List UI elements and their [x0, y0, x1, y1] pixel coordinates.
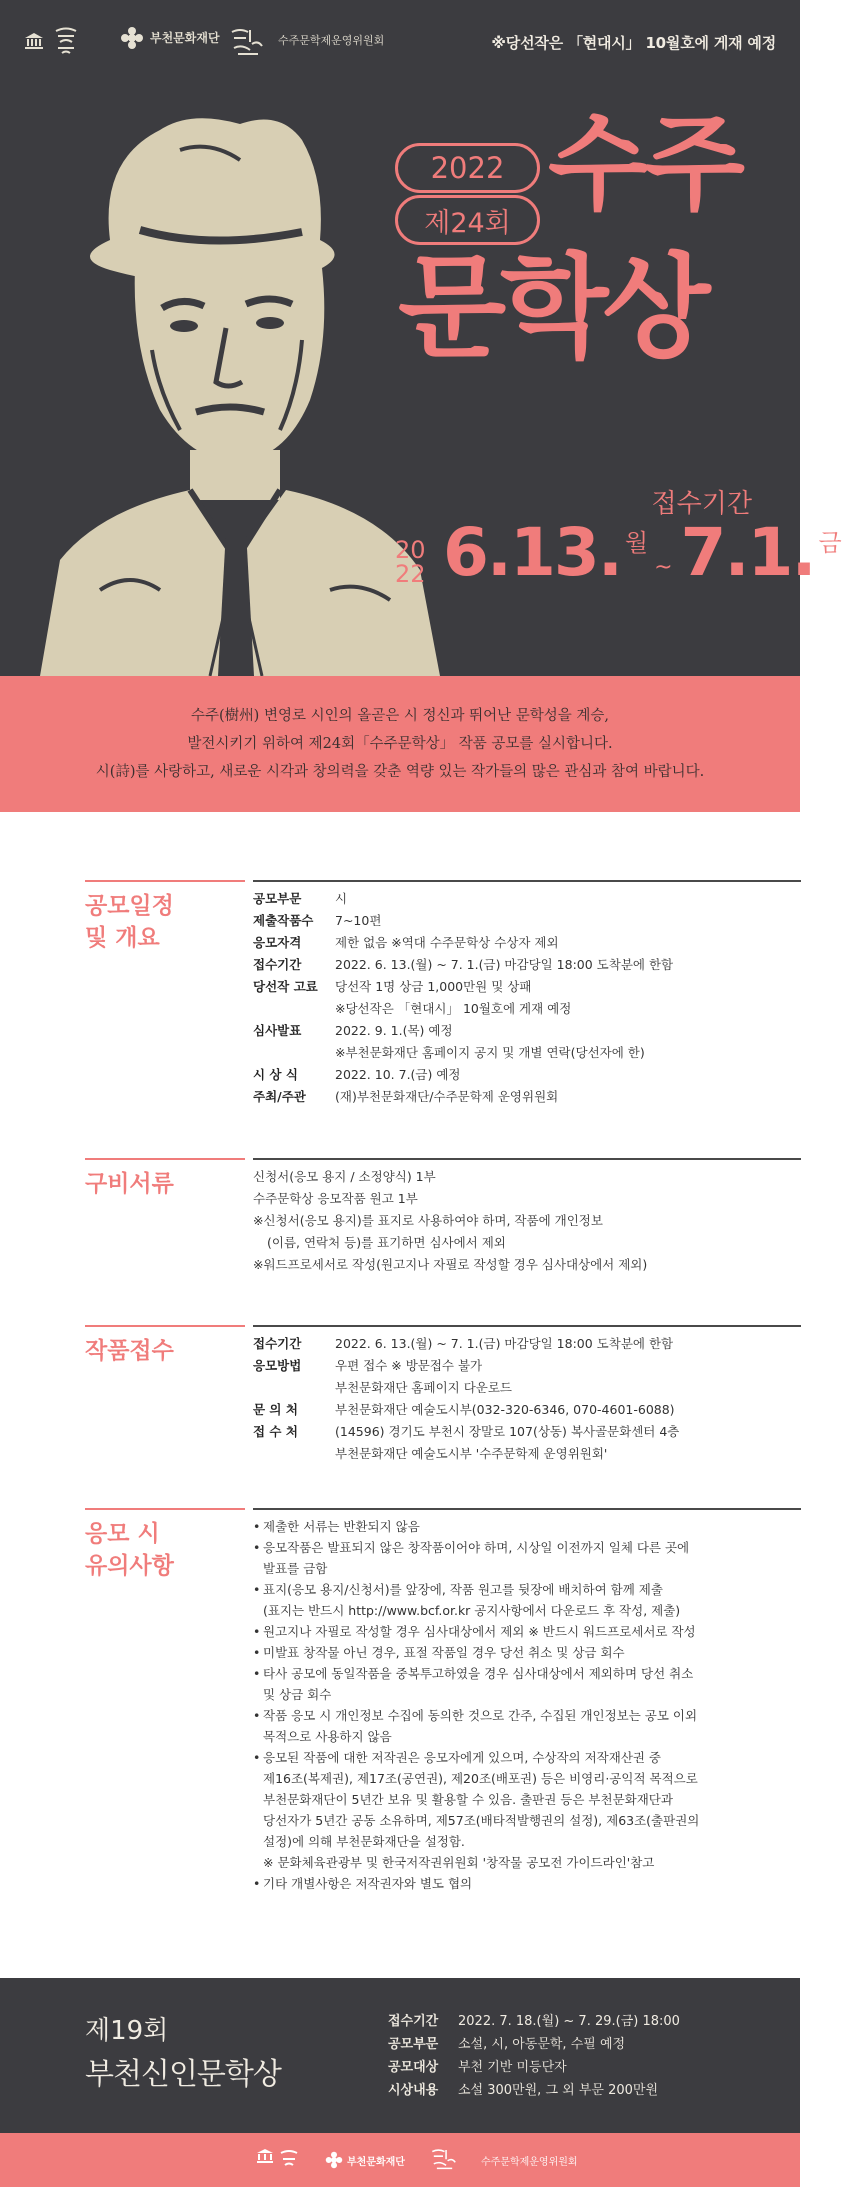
info-value: 부천 기반 미등단자	[458, 2060, 567, 2075]
info-row	[388, 2010, 680, 2033]
info-key: 접수기간	[388, 2014, 439, 2029]
info-row	[253, 1399, 801, 1421]
info-value: (14596) 경기도 부천시 장말로 107(상동) 복사골문화센터 4층	[335, 1423, 680, 1439]
note-line: 설정)에 의해 부천문화재단을 설정함.	[263, 1833, 465, 1849]
info-value: 2022. 9. 1.(목) 예정	[335, 1022, 453, 1038]
schedule-section	[85, 880, 725, 1120]
schedule-title-line1: 공모일정	[85, 893, 174, 919]
info-value: ※부천문화재단 홈페이지 공지 및 개별 연락(당선자에 한)	[335, 1044, 645, 1060]
notes-body	[253, 1508, 801, 1894]
doc-line: (이름, 연락처 등)를 표기하면 심사에서 제외	[267, 1234, 506, 1250]
intro-band	[0, 676, 800, 812]
info-value: 제한 없음 ※역대 수주문학상 수상자 제외	[335, 934, 559, 950]
notes-title	[85, 1518, 245, 1582]
info-row	[253, 1086, 801, 1108]
info-key: 당선작 고료	[253, 978, 318, 994]
committee-name-small: 수주문학제운영위원회	[480, 2156, 578, 2168]
documents-section	[85, 1158, 725, 1298]
info-key: 주최/주관	[253, 1088, 306, 1104]
body-rule	[253, 1508, 801, 1510]
info-key: 접 수 처	[253, 1423, 298, 1439]
doc-line: ※워드프로세서로 작성(원고지나 자필로 작성할 경우 심사대상에서 제외)	[253, 1256, 648, 1272]
note-line: 제출한 서류는 반환되지 않음	[263, 1518, 420, 1534]
notes-title-line2: 유의사항	[85, 1553, 174, 1579]
note-text	[263, 1663, 801, 1705]
info-value: 2022. 7. 18.(월) ~ 7. 29.(금) 18:00	[458, 2014, 680, 2029]
submission-title: 작품접수	[85, 1338, 174, 1364]
schedule-title-line2: 및 개요	[85, 925, 160, 951]
notes-title-line1: 응모 시	[85, 1521, 160, 1547]
info-key	[253, 1377, 335, 1399]
note-item	[253, 1663, 801, 1705]
unesco-temple-icon	[24, 32, 44, 50]
note-line: 부천문화재단이 5년간 보유 및 활용할 수 있음. 출판권 등은 부천문화재단과	[263, 1791, 673, 1807]
note-text	[263, 1579, 801, 1621]
info-key	[253, 1443, 335, 1465]
committee-logo	[278, 34, 384, 47]
publication-notice: ※당선작은 「현대시」 10월호에 게재 예정	[491, 34, 776, 52]
note-text	[263, 1873, 801, 1894]
period-year-bottom: 22	[395, 560, 426, 588]
foundation-name-small: 부천문화재단	[347, 2156, 405, 2168]
documents-heading	[85, 1158, 245, 1200]
note-line: 목적으로 사용하지 않음	[263, 1728, 392, 1744]
info-key: 공모대상	[388, 2060, 439, 2075]
info-key: 심사발표	[253, 1022, 302, 1038]
info-row	[388, 2033, 680, 2056]
bullet-dot: •	[253, 1707, 261, 1723]
info-row	[253, 932, 801, 954]
info-key: 접수기간	[253, 1335, 302, 1351]
documents-title: 구비서류	[85, 1171, 174, 1197]
info-value: 2022. 10. 7.(금) 예정	[335, 1066, 461, 1082]
info-row	[253, 888, 801, 910]
note-line: 타사 공모에 동일작품을 중복투고하였을 경우 심사대상에서 제외하며 당선 취소	[263, 1665, 694, 1681]
note-line: 발표를 금함	[263, 1560, 328, 1576]
schedule-body	[253, 880, 801, 1108]
documents-body	[253, 1158, 801, 1276]
year-badge: 2022	[395, 143, 540, 193]
body-rule	[253, 880, 801, 882]
note-item	[253, 1705, 801, 1747]
header-bar	[0, 0, 800, 80]
documents-list	[253, 1166, 801, 1276]
sister-award-edition: 제19회	[85, 2016, 169, 2046]
heading-rule	[85, 1508, 245, 1510]
note-item	[253, 1516, 801, 1537]
foundation-flower-icon	[325, 2151, 343, 2169]
note-line: 기타 개별사항은 저작권자와 별도 협의	[263, 1875, 473, 1891]
intro-line-3: 시(詩)를 사랑하고, 새로운 시각과 창의력을 갖춘 역량 있는 작가들의 많은 관심과 참여 바랍니다.	[95, 764, 705, 780]
info-key: 시상내용	[388, 2083, 439, 2098]
bullet-dot: •	[253, 1581, 261, 1597]
info-row	[253, 1020, 801, 1042]
info-value: ※당선작은 「현대시」 10월호에 게재 예정	[335, 1000, 572, 1016]
info-row	[253, 1377, 801, 1399]
notes-list	[253, 1516, 801, 1894]
doc-line: ※신청서(응모 용지)를 표지로 사용하여야 하며, 작품에 개인정보	[253, 1212, 603, 1228]
period-dates	[395, 514, 842, 591]
info-value: 7~10편	[335, 912, 382, 928]
note-text	[263, 1537, 801, 1579]
heading-rule	[85, 1158, 245, 1160]
info-row	[253, 1042, 801, 1064]
note-line: 표지(응모 용지/신청서)를 앞장에, 작품 원고를 뒷장에 배치하여 함께 제출	[263, 1581, 663, 1597]
info-row	[253, 1064, 801, 1086]
info-value: 시	[335, 890, 348, 906]
bullet-dot: •	[253, 1749, 261, 1765]
foundation-flower-icon	[120, 26, 144, 50]
schedule-heading	[85, 880, 245, 954]
bullet-dot: •	[253, 1665, 261, 1681]
info-key: 문 의 처	[253, 1401, 298, 1417]
foundation-logo-small	[325, 2151, 405, 2169]
submission-section	[85, 1325, 725, 1485]
note-line: 및 상금 회수	[263, 1686, 332, 1702]
body-rule	[253, 1158, 801, 1160]
body-rule	[253, 1325, 801, 1327]
note-text	[263, 1516, 801, 1537]
notes-section	[85, 1508, 725, 1928]
date-separator: ~	[654, 555, 673, 580]
info-key: 응모자격	[253, 934, 302, 950]
note-line: 미발표 창작물 아닌 경우, 표절 작품일 경우 당선 취소 및 상금 회수	[263, 1644, 625, 1660]
info-value: 부천문화재단 예술도시부 '수주문학제 운영위원회'	[335, 1445, 608, 1461]
bullet-dot: •	[253, 1623, 261, 1639]
bucheon-cultural-foundation-logo	[120, 26, 220, 50]
info-value: (재)부천문화재단/수주문학제 운영위원회	[335, 1088, 559, 1104]
note-text	[263, 1621, 801, 1642]
unesco-city-logo	[24, 26, 82, 56]
info-row	[253, 954, 801, 976]
info-row	[253, 1355, 801, 1377]
heading-rule	[85, 880, 245, 882]
intro-line-2: 발전시키기 위하여 제24회「수주문학상」 작품 공모를 실시합니다.	[187, 736, 613, 752]
period-year	[395, 538, 429, 586]
info-key: 공모부문	[253, 890, 302, 906]
foundation-name: 부천문화재단	[150, 30, 220, 45]
note-item	[253, 1642, 801, 1663]
end-date: 7.1.	[680, 514, 815, 591]
slogan-calligraphy-icon	[228, 26, 264, 60]
bottom-logo-bar	[0, 2133, 800, 2187]
sister-award-name: 부천신인문학상	[85, 2057, 281, 2092]
note-line: ※ 문화체육관광부 및 한국저작권위원회 '창작물 공모전 가이드라인'참고	[263, 1854, 655, 1870]
end-day: 금	[818, 529, 842, 557]
bullet-dot: •	[253, 1518, 261, 1534]
info-value: 소설 300만원, 그 외 부문 200만원	[458, 2083, 659, 2098]
doc-line: 수주문학상 응모작품 원고 1부	[253, 1190, 418, 1206]
schedule-rows	[253, 888, 801, 1108]
bullet-dot: •	[253, 1644, 261, 1660]
info-key: 시 상 식	[253, 1066, 298, 1082]
period-label: 접수기간	[651, 489, 752, 519]
note-item	[253, 1579, 801, 1621]
unesco-city-logo-small	[255, 2147, 301, 2173]
note-line: 원고지나 자필로 작성할 경우 심사대상에서 제외 ※ 반드시 워드프로세서로 작성	[263, 1623, 696, 1639]
info-row	[253, 998, 801, 1020]
info-row	[253, 1421, 801, 1443]
start-day: 월	[624, 529, 649, 557]
info-row	[253, 910, 801, 932]
note-line: 당선자가 5년간 공동 소유하며, 제57조(배타적발행권의 설정), 제63조(출판권의	[263, 1812, 700, 1828]
notes-heading	[85, 1508, 245, 1582]
note-line: 제16조(복제권), 제17조(공연권), 제20조(배포권) 등은 비영리·공익적 목적으로	[263, 1770, 698, 1786]
award-title-line2: 문학상	[398, 243, 705, 373]
info-value: 2022. 6. 13.(월) ~ 7. 1.(금) 마감당일 18:00 도착분에 한함	[335, 956, 674, 972]
bottom-logos	[255, 2147, 578, 2173]
note-text	[263, 1747, 801, 1873]
doc-line: 신청서(응모 용지 / 소정양식) 1부	[253, 1168, 436, 1184]
note-item	[253, 1537, 801, 1579]
submission-heading	[85, 1325, 245, 1367]
city-slogan-logo	[228, 26, 264, 60]
period-year-top: 20	[395, 536, 426, 564]
edition-badge: 제24회	[395, 195, 540, 245]
info-row	[253, 1333, 801, 1355]
sister-award-info	[388, 2010, 680, 2102]
note-line: 응모작품은 발표되지 않은 창작품이어야 하며, 시상일 이전까지 일체 다른 곳에	[263, 1539, 690, 1555]
note-line: 응모된 작품에 대한 저작권은 응모자에게 있으며, 수상작의 저작재산권 중	[263, 1749, 662, 1765]
info-value: 우편 접수 ※ 방문접수 불가	[335, 1357, 483, 1373]
hero-banner	[0, 0, 842, 676]
note-line: 작품 응모 시 개인정보 수집에 동의한 것으로 간주, 수집된 개인정보는 공모 이외	[263, 1707, 698, 1723]
sister-award-title	[85, 2010, 281, 2093]
info-row	[388, 2056, 680, 2079]
info-key	[253, 998, 335, 1020]
heading-rule	[85, 1325, 245, 1327]
info-value: 2022. 6. 13.(월) ~ 7. 1.(금) 마감당일 18:00 도착분에 한함	[335, 1335, 674, 1351]
info-row	[253, 1443, 801, 1465]
bullet-dot: •	[253, 1539, 261, 1555]
schedule-title	[85, 890, 245, 954]
committee-name: 수주문학제운영위원회	[278, 34, 385, 47]
info-key: 접수기간	[253, 956, 302, 972]
note-item	[253, 1621, 801, 1642]
info-row	[253, 976, 801, 998]
city-of-literature-icon	[50, 26, 82, 56]
note-item	[253, 1747, 801, 1873]
intro-line-1: 수주(樹州) 변영로 시인의 올곧은 시 정신과 뛰어난 문학성을 계승,	[191, 708, 609, 724]
info-value: 당선작 1명 상금 1,000만원 및 상패	[335, 978, 532, 994]
submission-rows	[253, 1333, 801, 1465]
bullet-dot: •	[253, 1875, 261, 1891]
info-key: 공모부문	[388, 2037, 439, 2052]
slogan-calligraphy-icon	[429, 2147, 457, 2173]
note-item	[253, 1873, 801, 1894]
info-value: 소설, 시, 아동문학, 수필 예정	[458, 2037, 626, 2052]
note-text	[263, 1642, 801, 1663]
award-title-line1: 수주	[548, 103, 741, 225]
submission-body	[253, 1325, 801, 1465]
info-row	[388, 2079, 680, 2102]
info-value: 부천문화재단 홈페이지 다운로드	[335, 1379, 512, 1395]
info-key: 제출작품수	[253, 912, 314, 928]
note-text	[263, 1705, 801, 1747]
info-value: 부천문화재단 예술도시부(032-320-6346, 070-4601-6088)	[335, 1401, 675, 1417]
start-date: 6.13.	[443, 514, 621, 591]
info-key: 응모방법	[253, 1357, 302, 1373]
note-line: (표지는 반드시 http://www.bcf.or.kr 공지사항에서 다운로드 후 작성, 제출)	[263, 1602, 681, 1618]
info-key	[253, 1042, 335, 1064]
sister-award-footer	[0, 1978, 800, 2133]
